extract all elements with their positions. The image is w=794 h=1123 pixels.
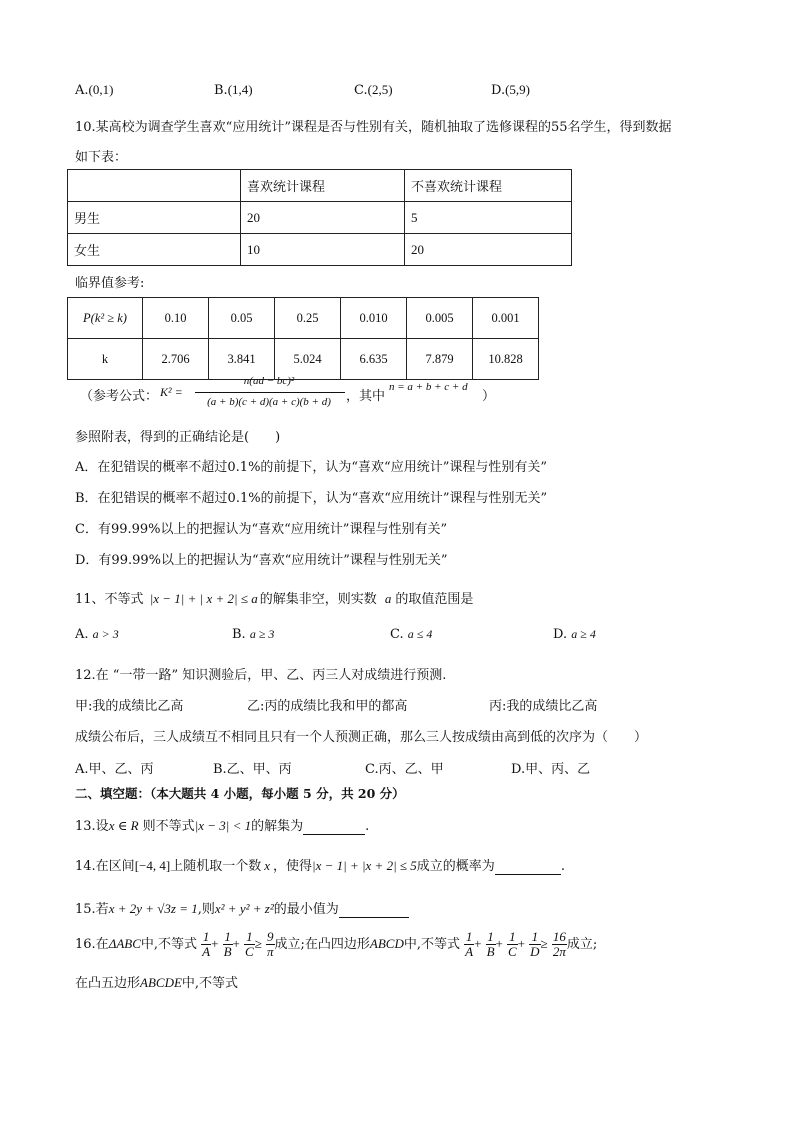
q11-option-b: B. a ≥ 3 [232, 627, 275, 642]
table-header-cell: 喜欢统计课程 [241, 170, 405, 202]
table-cell: 6.635 [341, 339, 407, 380]
q10-stem-line2: 如下表： [75, 150, 128, 165]
table-row [68, 298, 539, 339]
formula-denominator: (a + b)(c + d)(a + c)(b + d) [207, 396, 331, 408]
table-cell: 0.010 [341, 298, 407, 339]
q9-option-a: A.(0,1) [75, 82, 114, 98]
table-cell: 10 [241, 234, 405, 266]
fraction: $\frac{1}{A}$ [465, 929, 474, 959]
section-heading: 二、填空题：（本大题共 4 小题，每小题 5 分，共 20 分） [75, 786, 405, 801]
table-cell: 20 [405, 234, 572, 266]
fraction: $\frac{1}{B}$ [223, 929, 232, 959]
critical-values-label: 临界值参考: [75, 276, 145, 291]
inequality-expr: |x − 1| + | x + 2| ≤ a [149, 591, 258, 606]
q11-option-a: A. a > 3 [75, 627, 119, 642]
q12-prediction-bing: 丙:我的成绩比乙高 [489, 699, 598, 714]
q12-condition: 成绩公布后，三人成绩互不相同且只有一个人预测正确，那么三人按成绩由高到低的次序为（ ） [75, 730, 648, 745]
q9-option-b: B.(1,4) [214, 82, 253, 98]
q11-stem: 11、不等式 |x − 1| + | x + 2| ≤ a 的解集非空，则实数 a 的取值范围是 [75, 591, 474, 607]
formula-numerator: n(ad − bc)² [243, 375, 295, 387]
table-row [68, 339, 539, 380]
q12-prediction-yi: 乙:丙的成绩比我和甲的都高 [247, 699, 408, 714]
q12-stem: 12.在 “一带一路” 知识测验后，甲、乙、丙三人对成绩进行预测. [75, 668, 447, 683]
answer-blank[interactable] [339, 902, 409, 918]
q12-prediction-jia: 甲:我的成绩比乙高 [75, 699, 184, 714]
q12-option-d: D.甲、丙、乙 [511, 762, 591, 777]
q12-option-c: C.丙、乙、甲 [365, 762, 444, 777]
q16-stem-line1: 16.在ΔABC中,不等式 $\frac{1}{A}$ + $\frac{1}{B}$ + $\frac{1}{C}$ ≥ $\frac{9}{\pi}$ 成立;在凸四边形ABCD中,不等式 $\frac{1}{A}$ + $\frac{1}{B}$ + $\frac{1}{C}$ + $\frac{1}{D}$ ≥ $\frac{16}{2\pi}$ 成立; [75, 929, 598, 959]
q11-option-c: C. a ≤ 4 [390, 627, 433, 642]
table-row [68, 202, 572, 234]
q10-question: 参照附表，得到的正确结论是( ) [75, 430, 281, 445]
critical-values-table [67, 297, 539, 380]
fraction-bar [195, 392, 345, 393]
table-cell: 0.25 [275, 298, 341, 339]
q12-option-b: B.乙、甲、丙 [213, 762, 292, 777]
table-cell: 0.05 [209, 298, 275, 339]
fraction: $\frac{1}{D}$ [530, 929, 540, 959]
answer-blank[interactable] [495, 859, 561, 875]
q14-stem: 14.在区间[−4, 4]上随机取一个数 x ，使得|x − 1| + |x + 2| ≤ 5成立的概率为 . [75, 858, 565, 874]
table-cell: 女生 [68, 234, 241, 266]
table-cell: 3.841 [209, 339, 275, 380]
table-cell: 男生 [68, 202, 241, 234]
q15-stem: 15.若x + 2y + √3z = 1,则x² + y² + z²的最小值为 [75, 898, 409, 918]
table-cell: 5.024 [275, 339, 341, 380]
table-cell: 0.10 [143, 298, 209, 339]
table-cell: 20 [241, 202, 405, 234]
table-cell: 2.706 [143, 339, 209, 380]
table-row-label: k [68, 339, 143, 380]
fraction: $\frac{9}{\pi}$ [266, 929, 274, 959]
q11-option-d: D. a ≥ 4 [553, 627, 596, 642]
fraction: $\frac{1}{A}$ [202, 929, 211, 959]
table-row [68, 234, 572, 266]
fraction: $\frac{1}{C}$ [245, 929, 254, 959]
table-cell: 5 [405, 202, 572, 234]
survey-table [67, 169, 572, 266]
answer-blank[interactable] [303, 819, 365, 835]
fraction: $\frac{1}{B}$ [486, 929, 495, 959]
q13-stem: 13.设x ∈ R 则不等式|x − 3| < 1的解集为 . [75, 818, 370, 834]
table-cell: 0.001 [473, 298, 539, 339]
table-cell: 0.005 [407, 298, 473, 339]
table-header-cell [68, 170, 241, 202]
q10-stem-line1: 10.某高校为调查学生喜欢“应用统计”课程是否与性别有关，随机抽取了选修课程的55名学生，得到数据 [75, 120, 672, 135]
q10-option-c: C．有99.99%以上的把握认为“喜欢“应用统计”课程与性别有关” [75, 522, 448, 537]
q12-option-a: A.甲、乙、丙 [75, 762, 154, 777]
q10-option-a: A．在犯错误的概率不超过0.1%的前提下，认为“喜欢“应用统计”课程与性别有关” [75, 460, 547, 475]
fraction: $\frac{1}{C}$ [508, 929, 517, 959]
q16-stem-line2: 在凸五边形ABCDE中,不等式 [75, 975, 239, 991]
q10-option-d: D．有99.99%以上的把握认为“喜欢“应用统计”课程与性别无关” [75, 553, 448, 568]
table-header-cell: 不喜欢统计课程 [405, 170, 572, 202]
q10-option-b: B．在犯错误的概率不超过0.1%的前提下，认为“喜欢“应用统计”课程与性别无关” [75, 491, 548, 506]
table-row [68, 170, 572, 202]
q9-option-c: C.(2,5) [354, 82, 393, 98]
fraction: $\frac{16}{2\pi}$ [552, 929, 566, 959]
table-row-label: P(k² ≥ k) [68, 298, 143, 339]
table-cell: 7.879 [407, 339, 473, 380]
table-cell: 10.828 [473, 339, 539, 380]
q9-option-d: D.(5,9) [491, 82, 531, 98]
